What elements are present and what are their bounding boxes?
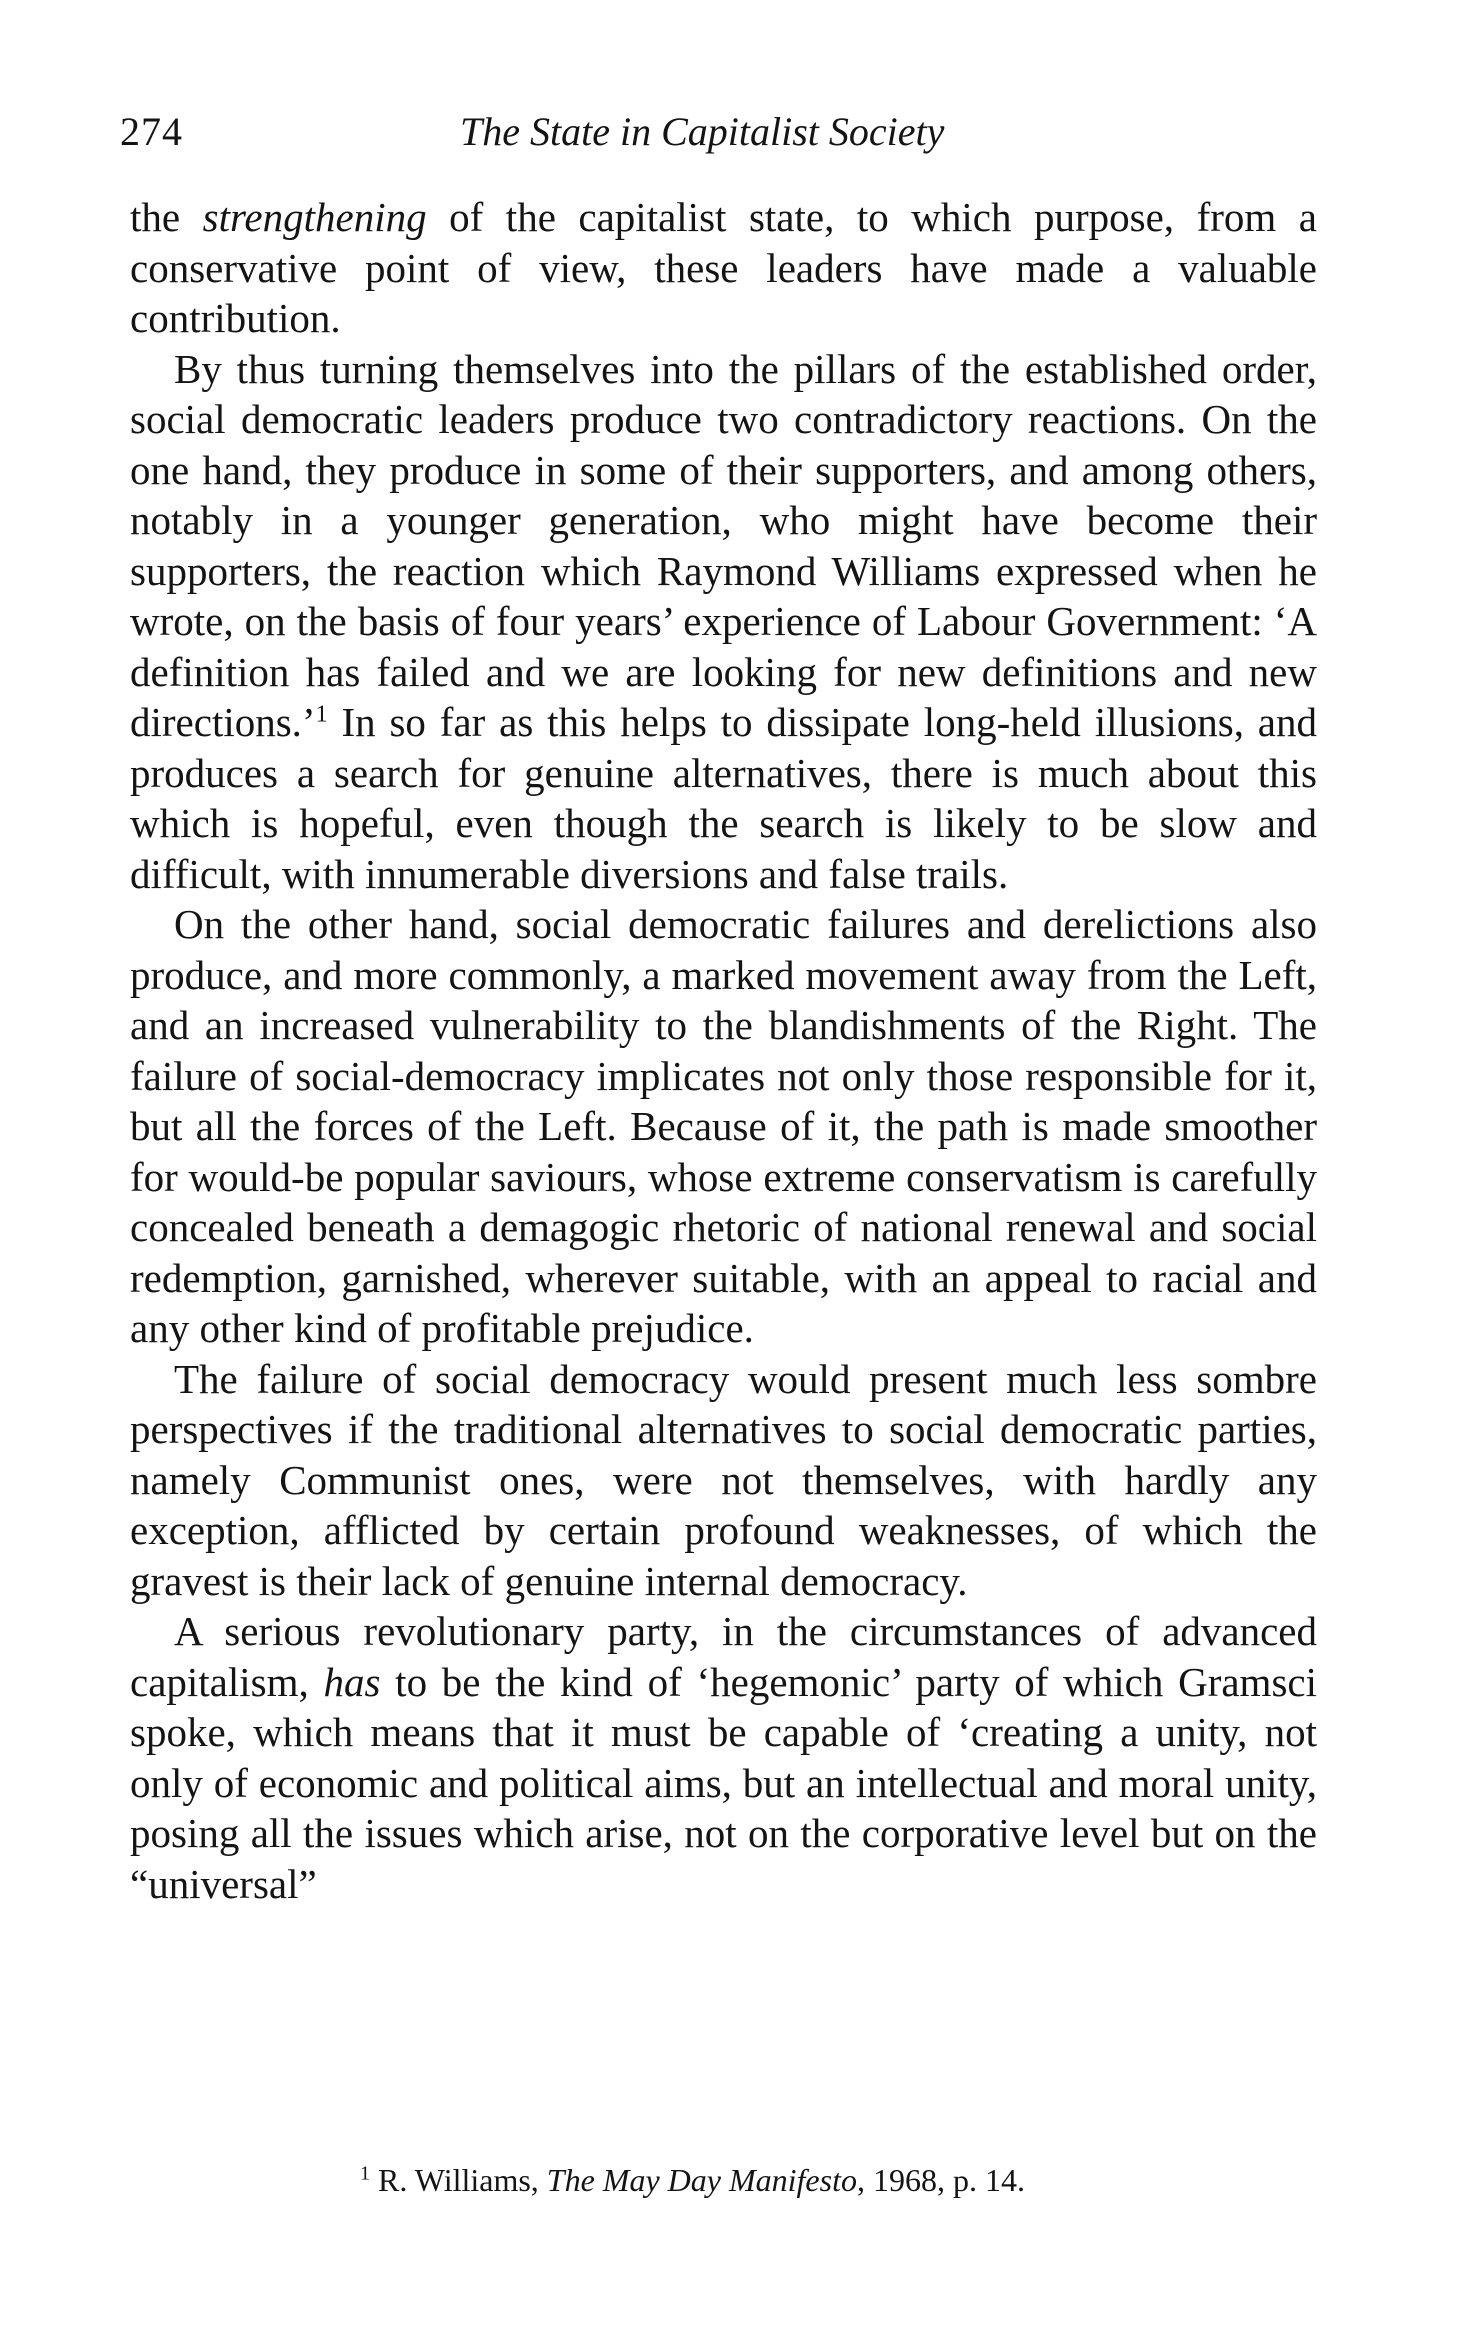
page-number: 274 <box>120 109 183 154</box>
paragraph-3: On the other hand, social democratic failures and derelictions also produce, and more commonly, a marked movement away from the Left, and an increased vulnerability to the blandishments of the Right. The failure of social-democracy implicates not only those responsible for it, but all the forces of the Left. Because of it, the path is made smoother for would-be popular saviours, whose extreme conservatism is carefully concealed beneath a demagogic rhetoric of national renewal and social redemption, garnished, wherever suitable, with an appeal to racial and any other kind of profitable prejudice. <box>130 901 1317 1351</box>
paragraph-2-text-after-note: In so far as this helps to dissipate long-held illusions, and produces a search for genuine alternatives, there is much about this which is hopeful, even though the search is likely to be slow and difficult, with innumerable diversions and false trails. <box>130 699 1317 897</box>
footnote <box>360 2160 1320 2200</box>
footnote-marker: 1 <box>360 2162 370 2185</box>
page-header <box>120 108 1320 168</box>
footnote-title: The May Day Manifesto <box>546 2162 857 2198</box>
paragraph-4: The failure of social democracy would present much less sombre perspectives if the traditional alternatives to social democratic parties, namely Communist ones, were not themselves, with hardly any exception, afflicted by certain profound weaknesses, of which the gravest is their lack of genuine internal democracy. <box>130 1355 1317 1604</box>
paragraph-5-rest: to be the kind of ‘hegemonic’ party of which Gramsci spoke, which means that it must be capable of ‘creating a unity, not only of economic and political aims, but an intellectual and moral unity, posing all the issues which arise, not on the corporative level but on the “universal” <box>130 1658 1317 1907</box>
paragraph-1-lead: the <box>130 194 203 240</box>
running-title: The State in Capitalist Society <box>460 109 945 154</box>
footnote-rest: , 1968, p. 14. <box>856 2162 1025 2198</box>
paragraph-1-rest: of the capitalist state, to which purpose, from a conservative point of view, these leaders have made a valuable contribution. <box>130 194 1318 341</box>
paragraph-5-emphasis: has <box>323 1658 381 1705</box>
paragraph-1-emphasis: strengthening <box>202 194 427 240</box>
footnote-author: R. Williams, <box>370 2162 547 2198</box>
paragraph-1 <box>130 192 1317 344</box>
paragraph-2-text-before-note: By thus turning themselves into the pillars of the established order, social democratic leaders produce two contradictory reactions. On the one hand, they produce in some of their supporters, and among others, notably in a younger generation, who might have become their supporters, the reaction which Raymond Williams expressed when he wrote, on the basis of four years’ experience of Labour Government: ‘A definition has failed and we are looking for new definitions and new directions.’ <box>130 345 1317 745</box>
paragraph-5 <box>130 1606 1317 1909</box>
paragraph-2 <box>130 344 1317 900</box>
body-text <box>130 192 1317 1909</box>
footnote-reference: 1 <box>315 701 328 728</box>
paragraph-5-lead: A serious revolutionary party, in the circumstances of advanced capitalism, <box>130 1608 1317 1705</box>
